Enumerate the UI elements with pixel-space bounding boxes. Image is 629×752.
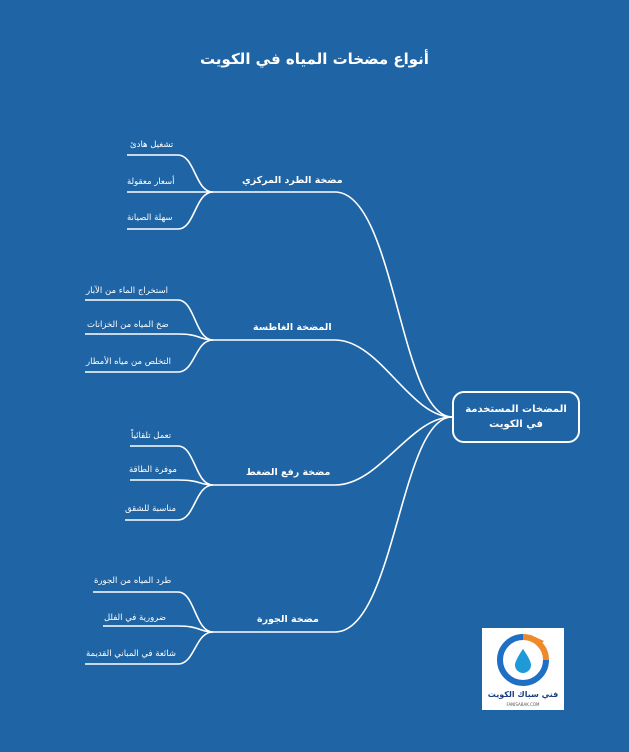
connector-leaf-2-2 [85,334,213,340]
connector-leaf-2-3 [85,340,213,372]
leaf-4-3: شائعة في المباني القديمة [86,649,177,659]
leaf-2-2: ضخ المياه من الخزانات [87,320,169,330]
leaf-2-3: التخلص من مياه الأمطار [86,357,171,367]
logo-website: FANISABAK.COM [506,702,540,707]
leaf-3-2: موفرة الطاقة [129,465,177,475]
page-title: أنواع مضخات المياه في الكويت [200,50,429,68]
leaf-1-2: أسعار معقولة [127,177,175,187]
leaf-3-1: تعمل تلقائياً [131,431,172,441]
leaf-4-2: ضرورية في الفلل [104,613,167,623]
logo-brand-name: فني سباك الكويت [487,690,559,699]
branch-label-centrifugal: مضخة الطرد المركزي [242,175,343,186]
leaf-2-1: استخراج الماء من الآبار [86,286,168,296]
connector-leaf-3-2 [130,480,213,485]
company-logo [482,628,564,710]
branch-label-submersible: المضخة الغاطسة [253,322,332,333]
branch-label-booster: مضخة رفع الضغط [246,467,331,478]
leaf-4-1: طرد المياه من الجورة [94,576,172,586]
connector-root-branch-1 [335,192,452,417]
connector-leaf-1-3 [127,192,213,229]
connector-root-branch-4 [335,417,452,632]
connector-leaf-4-3 [85,632,213,664]
branch-label-sump: مضخة الجورة [257,614,319,625]
water-drop-logo-icon [494,631,552,689]
leaf-1-3: سهلة الصيانة [127,213,173,223]
connector-leaf-3-3 [125,485,213,520]
root-node: المضخات المستخدمة في الكويت [452,391,580,443]
leaf-1-1: تشغيل هادئ [130,140,174,150]
leaf-3-3: مناسبة للشقق [125,504,177,514]
connector-root-branch-2 [335,340,452,417]
connector-leaf-4-2 [103,626,213,632]
